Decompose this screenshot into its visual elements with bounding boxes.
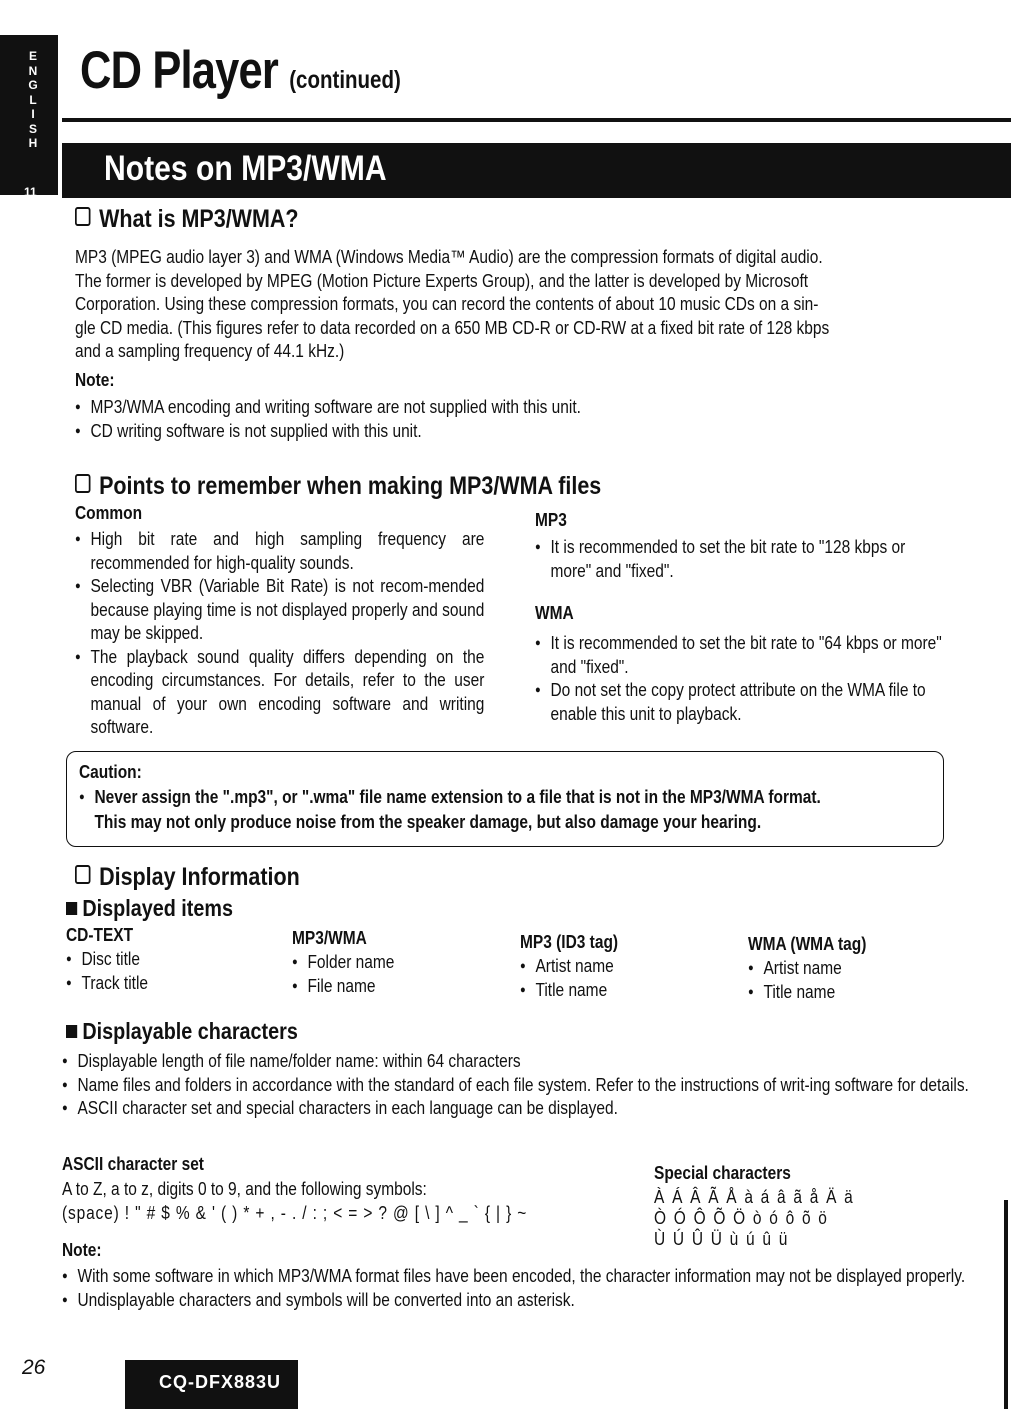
list-item: ● The playback sound quality differs depending on the encoding circumstances. For details, refer to the user manual of your own encoding software and writing software. [75, 646, 484, 740]
ascii-characters: A to Z, a to z, digits 0 to 9, and the following symbols: (space) ! " # $ % & ' ( ) * + , - . / : ; < = > ? @ [ \ ] ^ _ ` { | } ~ [62, 1179, 528, 1223]
page-number: 26 [22, 1356, 46, 1379]
points-heading: Points to remember when making MP3/WMA files [75, 472, 601, 501]
section-number: 11 [24, 185, 37, 199]
displayed-items-column [292, 928, 411, 998]
column-label: WMA (WMA tag) [748, 934, 867, 954]
displayed-items-column [520, 932, 634, 1002]
caution-text: ● Never assign the ".mp3", or ".wma" file name extension to a file that is not in the MP3/WMA format. This may not only produce noise from the speaker damage, but also damage your hearing. [79, 787, 821, 832]
title-divider [62, 118, 1011, 122]
display-notes [62, 1265, 987, 1312]
list-item: ● Artist name [520, 955, 618, 979]
list-item: ● Selecting VBR (Variable Bit Rate) is not recom-mended because playing time is not displayed properly and sound may be skipped. [75, 575, 484, 646]
model-badge [125, 1360, 298, 1409]
column-label: MP3 (ID3 tag) [520, 932, 619, 952]
note-label: Note: [62, 1240, 102, 1260]
list-item: ● Artist name [748, 957, 866, 981]
list-item: ● It is recommended to set the bit rate to "128 kbps or more" and "fixed". [535, 536, 946, 583]
common-list [75, 528, 484, 740]
list-item: ● Title name [520, 979, 618, 1003]
list-item: ● CD writing software is not supplied with this unit. [75, 420, 849, 444]
displayed-items-column [66, 925, 161, 995]
checkbox-icon [75, 474, 90, 493]
section-banner [62, 143, 1011, 198]
page-title-suffix: (continued) [289, 66, 401, 94]
mp3-list [535, 536, 946, 583]
column-label: MP3/WMA [292, 928, 367, 948]
checkbox-icon [75, 207, 90, 226]
special-characters-label: Special characters [654, 1163, 791, 1183]
mp3-label: MP3 [535, 510, 567, 530]
column-label: CD-TEXT [66, 925, 134, 945]
language-label: E N G L I S H [28, 49, 38, 150]
display-info-heading: Display Information [75, 863, 300, 892]
list-item: ● Disc title [66, 948, 148, 972]
language-tab [0, 35, 58, 199]
what-is-notes [75, 396, 849, 443]
list-item: ● Displayable length of file name/folder name: within 64 characters [62, 1050, 987, 1074]
special-characters: À Á Â Ã Å à á â ã å Ä ä Ò Ó Ô Õ Ö ò ó ô õ ö Ù Ú Û Ü ù ú û ü [654, 1187, 855, 1249]
model-number: CQ-DFX883U [159, 1372, 282, 1392]
note-label: Note: [75, 370, 115, 390]
square-bullet-icon [66, 902, 77, 915]
what-is-body: MP3 (MPEG audio layer 3) and WMA (Windows Media™ Audio) are the compression formats of digital audio. The former is developed by MPEG (Motion Picture Experts Group), and the latter is developed by Microsoft Corporation. Using these compression formats, you can record the contents of about 10 music CDs on a sin- gle CD media. (This figures refer to data recorded on a 650 MB CD-R or CD-RW at a fixed bit rate of 128 kbps and a sampling frequency of 44.1 kHz.) [75, 247, 830, 361]
list-item: ● It is recommended to set the bit rate to "64 kbps or more" and "fixed". [535, 632, 946, 679]
list-item: ● Title name [748, 981, 866, 1005]
list-item: ● High bit rate and high sampling frequency are recommended for high-quality sounds. [75, 528, 484, 575]
list-item: ● Track title [66, 972, 148, 996]
ascii-label: ASCII character set [62, 1154, 204, 1174]
list-item: ● With some software in which MP3/WMA format files have been encoded, the character information may not be displayed properly. [62, 1265, 987, 1289]
list-item: ● Undisplayable characters and symbols will be converted into an asterisk. [62, 1289, 987, 1313]
list-item: ● Folder name [292, 951, 394, 975]
list-item: ● ASCII character set and special characters in each language can be displayed. [62, 1097, 987, 1121]
displayable-characters-list [62, 1050, 987, 1121]
page-edge-bar [1004, 1200, 1008, 1409]
square-bullet-icon [66, 1025, 77, 1038]
displayable-characters-heading: Displayable characters [66, 1018, 298, 1045]
list-item: ● MP3/WMA encoding and writing software are not supplied with this unit. [75, 396, 849, 420]
caution-box [66, 751, 944, 847]
list-item: ● Name files and folders in accordance with the standard of each file system. Refer to the instructions of writ-ing software for details. [62, 1074, 987, 1098]
displayed-items-column [748, 934, 886, 1004]
caution-label: Caution: [79, 762, 142, 782]
list-item: ● File name [292, 975, 394, 999]
checkbox-icon [75, 865, 90, 884]
what-is-heading: What is MP3/WMA? [75, 205, 299, 234]
section-banner-title: Notes on MP3/WMA [104, 149, 387, 188]
list-item: ● Do not set the copy protect attribute on the WMA file to enable this unit to playback. [535, 679, 946, 726]
page-title: CD Player (continued) [80, 41, 401, 100]
displayed-items-heading: Displayed items [66, 895, 233, 922]
wma-list [535, 632, 946, 726]
common-label: Common [75, 503, 143, 523]
wma-label: WMA [535, 603, 574, 623]
